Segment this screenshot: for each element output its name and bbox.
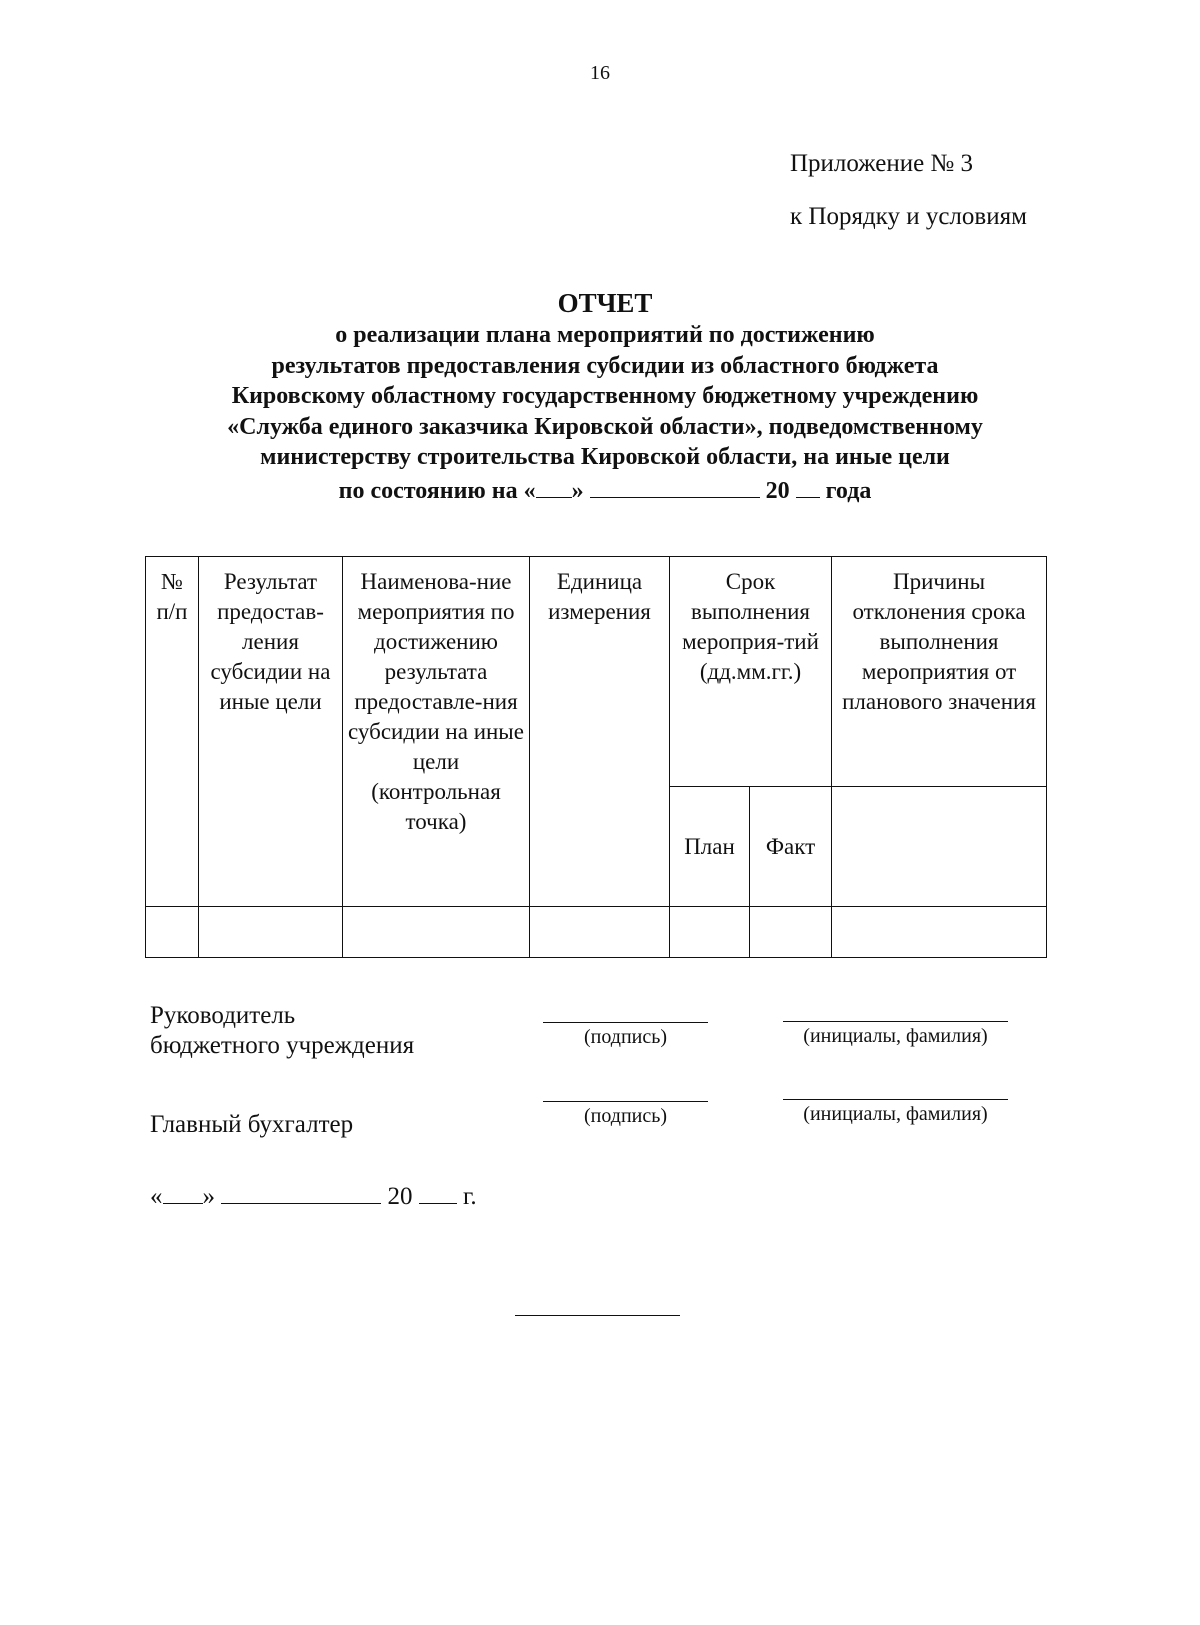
report-date-quote-close: » — [571, 477, 584, 504]
appendix-number: Приложение № 3 — [790, 150, 974, 177]
date-month-blank — [221, 1178, 381, 1204]
report-title: ОТЧЕТ — [557, 288, 653, 318]
head-label-line2: бюджетного учреждения — [150, 1032, 415, 1059]
report-subtitle-line: о реализации плана мероприятий по достижению — [335, 322, 875, 348]
date-close: » — [202, 1183, 215, 1210]
date-year-blank — [419, 1178, 457, 1204]
signature-date-line — [150, 1178, 477, 1211]
appendix-reference: к Порядку и условиям — [790, 203, 1027, 230]
report-date-prefix: по состоянию на « — [338, 477, 536, 504]
header-result: Результат предостав-ления субсидии на иные цели — [199, 557, 343, 907]
header-plan: План — [670, 787, 750, 907]
header-reasons: Причины отклонения срока выполнения мероприятия от планового значения — [832, 557, 1047, 787]
header-unit: Единица измерения — [530, 557, 670, 907]
date-open: « — [150, 1183, 163, 1210]
date-year: 20 — [387, 1183, 413, 1210]
report-table — [145, 556, 1047, 958]
month-blank — [590, 473, 760, 498]
page-number: 16 — [590, 62, 610, 84]
report-subtitle-line: министерству строительства Кировской области, на иные цели — [260, 444, 950, 470]
table-cell — [670, 907, 750, 958]
table-cell — [832, 907, 1047, 958]
table-cell — [530, 907, 670, 958]
table-row — [146, 907, 1047, 958]
header-reasons-blank — [832, 787, 1047, 907]
report-title-block — [0, 286, 1200, 506]
accountant-name-line — [783, 1099, 1008, 1100]
report-subtitle-line: Кировскому областному государственному бюджетному учреждению — [231, 383, 979, 409]
accountant-signature-line — [543, 1101, 708, 1102]
header-event: Наименова-ние мероприятия по достижению результата предоставле-ния субсидии на иные цели (контрольная точка) — [343, 557, 530, 907]
head-name-line — [783, 1021, 1008, 1022]
header-deadline: Срок выполнения мероприя-тий (дд.мм.гг.) — [670, 557, 832, 787]
head-label-line1: Руководитель — [150, 1002, 296, 1029]
table-cell — [343, 907, 530, 958]
header-fact: Факт — [750, 787, 832, 907]
date-day-blank — [163, 1178, 203, 1204]
report-date-year: 20 — [765, 477, 790, 504]
report-subtitle-line: «Служба единого заказчика Кировской области», подведомственному — [227, 413, 983, 440]
table-cell — [750, 907, 832, 958]
report-subtitle-line: результатов предоставления субсидии из областного бюджета — [271, 352, 939, 379]
accountant-signature-caption: (подпись) — [583, 1105, 668, 1127]
accountant-label: Главный бухгалтер — [150, 1111, 354, 1138]
header-number: № п/п — [146, 557, 199, 907]
day-blank — [536, 473, 572, 498]
table-cell — [199, 907, 343, 958]
end-divider — [515, 1315, 680, 1316]
head-signature-line — [543, 1022, 708, 1023]
report-date-line — [0, 473, 1200, 507]
head-name-caption: (инициалы, фамилия) — [803, 1025, 988, 1047]
accountant-name-caption: (инициалы, фамилия) — [803, 1103, 988, 1125]
head-signature-caption: (подпись) — [583, 1026, 668, 1048]
table-cell — [146, 907, 199, 958]
date-suffix: г. — [463, 1183, 477, 1210]
year-blank — [796, 473, 820, 498]
report-date-suffix: года — [825, 477, 872, 504]
